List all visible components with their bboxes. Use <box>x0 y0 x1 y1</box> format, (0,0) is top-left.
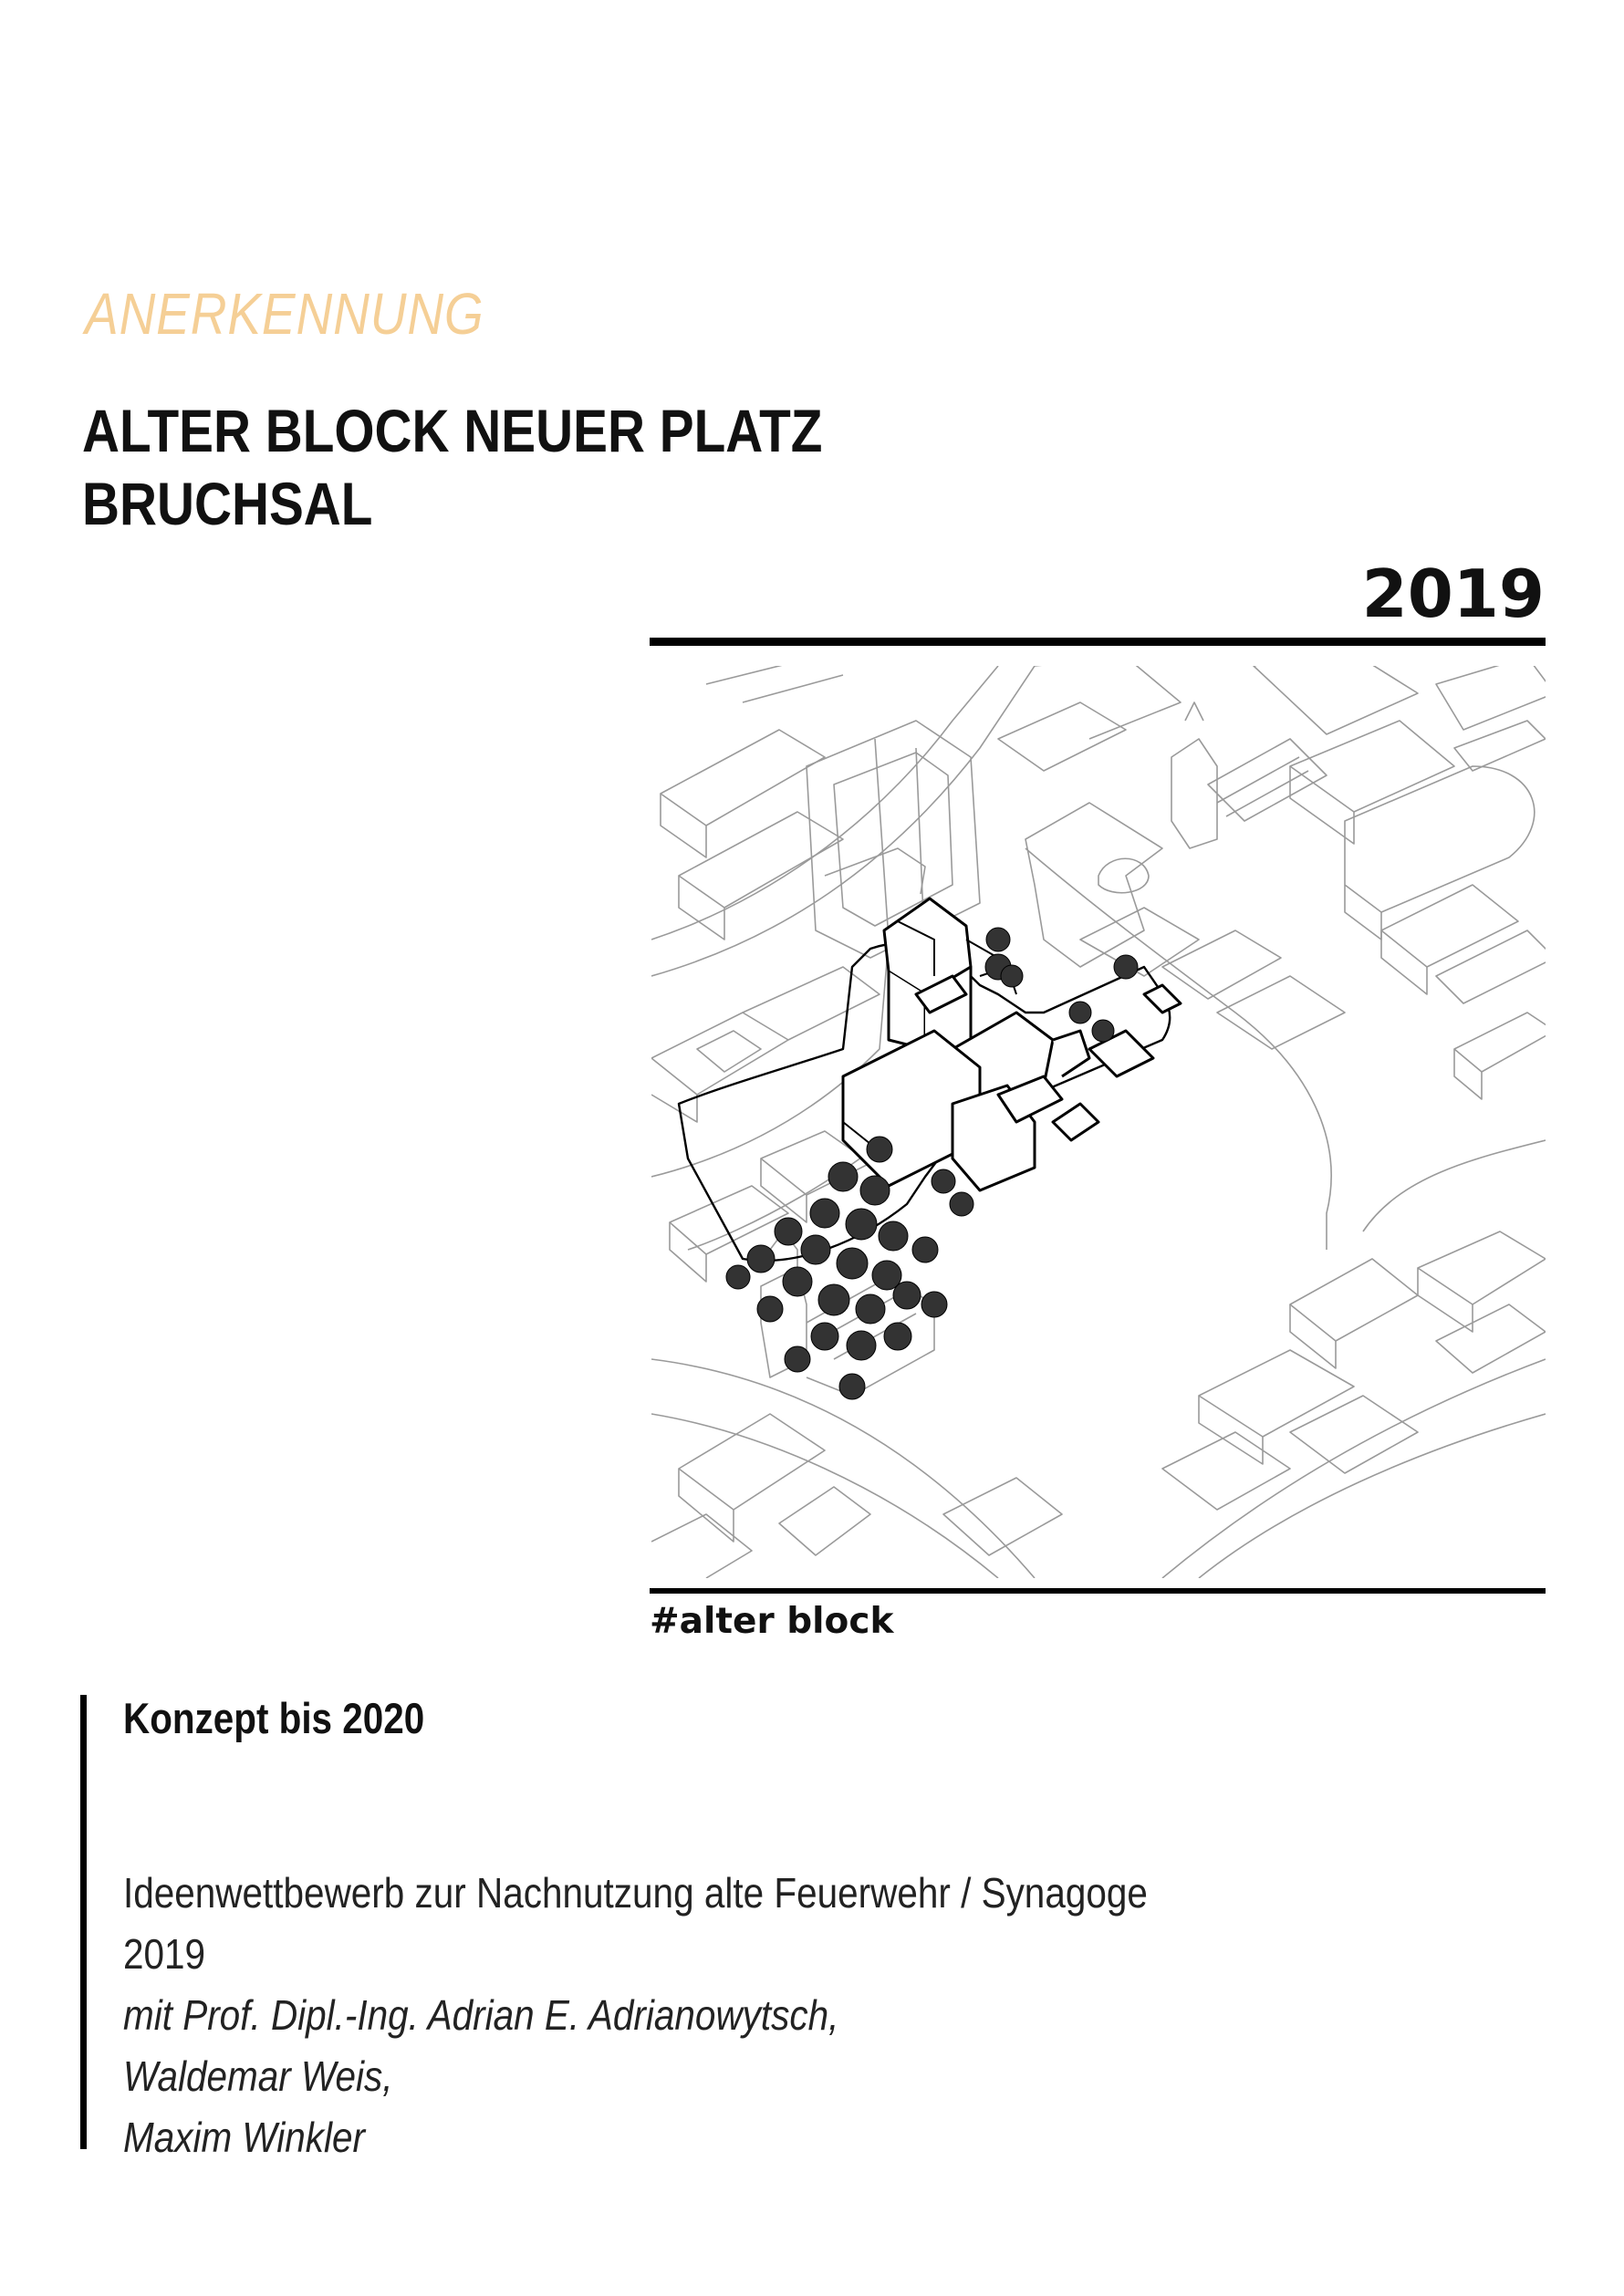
project-title-line-2: BRUCHSAL <box>82 470 373 537</box>
description-year: 2019 <box>123 1930 206 1978</box>
credit-line-3: Maxim Winkler <box>123 2114 366 2161</box>
image-caption: #alter block <box>650 1601 894 1642</box>
project-title <box>82 394 822 540</box>
description-text: Ideenwettbewerb zur Nachnutzung alte Feuerwehr / Synagoge <box>123 1869 1148 1917</box>
project-description <box>123 1863 1148 2168</box>
award-label: ANERKENNUNG <box>85 281 484 347</box>
credit-line-1: mit Prof. Dipl.-Ing. Adrian E. Adrianowytsch, <box>123 1991 839 2039</box>
project-year: 2019 <box>1361 556 1545 632</box>
top-divider <box>650 638 1546 646</box>
axonometric-site-drawing <box>651 666 1546 1578</box>
credit-line-2: Waldemar Weis, <box>123 2052 393 2100</box>
concept-heading: Konzept bis 2020 <box>123 1694 425 1742</box>
bottom-divider <box>650 1588 1546 1594</box>
project-title-line-1: ALTER BLOCK NEUER PLATZ <box>82 397 823 464</box>
text-accent-bar <box>80 1695 87 2149</box>
